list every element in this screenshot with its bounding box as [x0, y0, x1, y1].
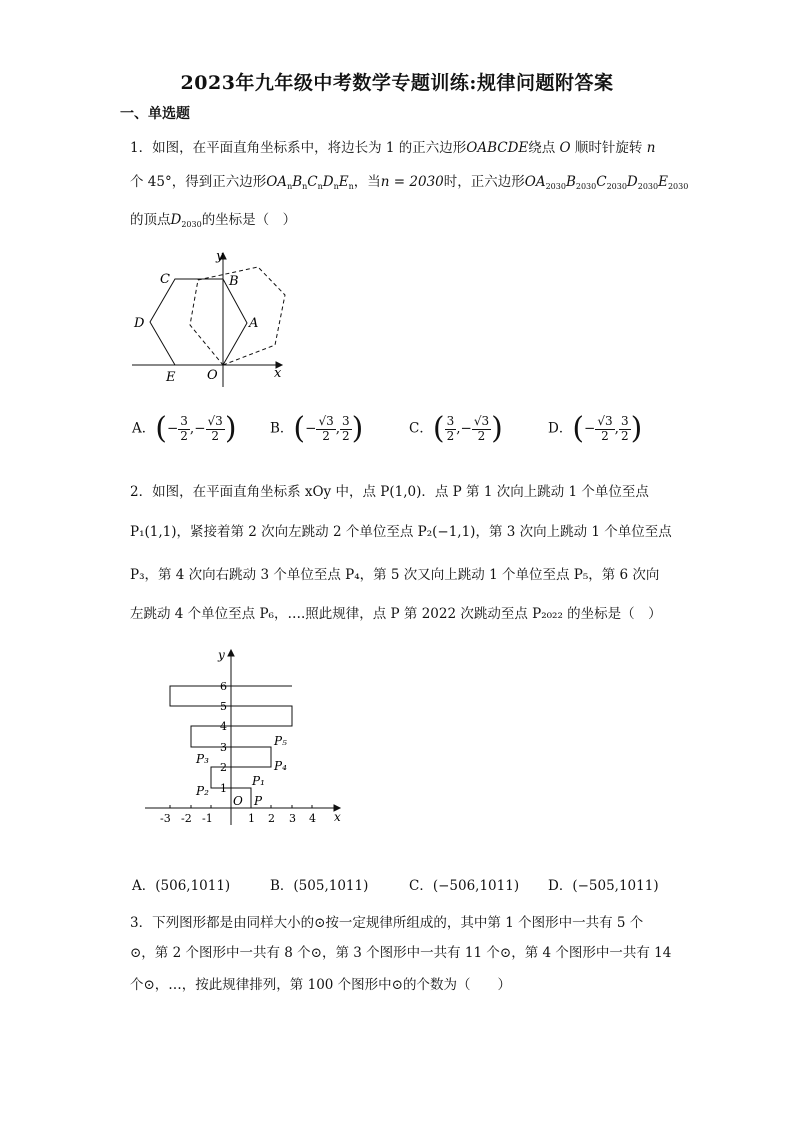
label-C: C [160, 272, 170, 287]
hexagon-oabcde [150, 279, 247, 365]
q1-option-d[interactable]: D．(− $\frac{√3}{2}$ , $\frac{3}{2}$ ) [548, 411, 643, 446]
q2-line2: P₁(1,1)，紧接着第 2 次向左跳动 2 个单位至点 P₂(−1,1)，第 3 次向上跳动 1 个单位至点 [130, 524, 672, 540]
label-O: O [233, 794, 243, 808]
q3-line2: ⊙，第 2 个图形中一共有 8 个⊙，第 3 个图形中一共有 11 个⊙，第 4 个图形中一共有 14 [130, 945, 672, 961]
q2-line1: 2．如图，在平面直角坐标系 xOy 中，点 P(1,0)．点 P 第 1 次向上跳动 1 个单位至点 [130, 484, 649, 500]
ytick: 4 [220, 720, 227, 733]
label-P4: P₄ [274, 759, 287, 773]
q1-line2: 个 45°，得到正六边形$OA_nB_nC_nD_nE_n$，当n = 2030时，正六边形$OA_{2030}B_{2030}C_{2030}D_{2030}E_{2030}$ [130, 174, 689, 191]
ytick: 1 [220, 782, 227, 795]
y-label: y [218, 648, 225, 662]
q2-option-d[interactable]: D．(−505,1011) [548, 878, 659, 894]
q1-line3: 的顶点$D_{2030}$的坐标是（ ） [130, 212, 297, 229]
q2-line4: 左跳动 4 个单位至点 P₆，….照此规律，点 P 第 2022 次跳动至点 P₂₀₂₂ 的坐标是（ ） [130, 606, 662, 622]
q1-option-b[interactable]: B．(− $\frac{√3}{2}$ , $\frac{3}{2}$ ) [270, 411, 364, 446]
y-label: y [216, 249, 224, 264]
section-heading: 一、单选题 [120, 106, 190, 122]
q2-option-c[interactable]: C．(−506,1011) [409, 878, 520, 894]
document-title: 2023年九年级中考数学专题训练:规律问题附答案 [180, 72, 614, 94]
label-E: E [166, 370, 176, 385]
ytick: 5 [220, 700, 227, 713]
xtick: -3 [160, 812, 171, 825]
label-B: B [229, 274, 239, 289]
q1-option-c[interactable]: C．( $\frac{3}{2}$ ,− $\frac{√3}{2}$ ) [409, 411, 503, 446]
xtick: -1 [202, 812, 213, 825]
x-label: x [334, 810, 341, 824]
label-O: O [207, 368, 218, 383]
ytick: 2 [220, 761, 227, 774]
q2-option-a[interactable]: A．(506,1011) [132, 878, 231, 894]
xtick: -2 [181, 812, 192, 825]
ytick: 3 [220, 741, 227, 754]
jump-path-figure [140, 645, 350, 830]
q1-option-a[interactable]: A．(− $\frac{3}{2}$ ,− $\frac{√3}{2}$ ) [132, 411, 237, 446]
xtick: 3 [289, 812, 296, 825]
q1-line1: 1．如图，在平面直角坐标系中，将边长为 1 的正六边形OABCDE绕点 O 顺时针旋转 n [130, 140, 656, 156]
x-label: x [274, 366, 282, 381]
xtick: 1 [248, 812, 255, 825]
label-P3: P₃ [196, 752, 209, 766]
label-P2: P₂ [196, 784, 209, 798]
label-P: P [254, 794, 263, 808]
label-D: D [134, 316, 145, 331]
label-P5: P₅ [274, 734, 287, 748]
xtick: 2 [268, 812, 275, 825]
label-A: A [249, 316, 259, 331]
q3-line1: 3．下列图形都是由同样大小的⊙按一定规律所组成的，其中第 1 个图形中一共有 5 个 [130, 915, 644, 931]
q2-option-b[interactable]: B．(505,1011) [270, 878, 369, 894]
ytick: 6 [220, 680, 227, 693]
q2-line3: P₃，第 4 次向右跳动 3 个单位至点 P₄，第 5 次又向上跳动 1 个单位至点 P₅，第 6 次向 [130, 567, 660, 583]
q3-line3: 个⊙，…，按此规律排列，第 100 个图形中⊙的个数为（ ） [130, 977, 511, 993]
hexagon-figure [130, 245, 290, 390]
xtick: 4 [309, 812, 316, 825]
label-P1: P₁ [252, 774, 265, 788]
